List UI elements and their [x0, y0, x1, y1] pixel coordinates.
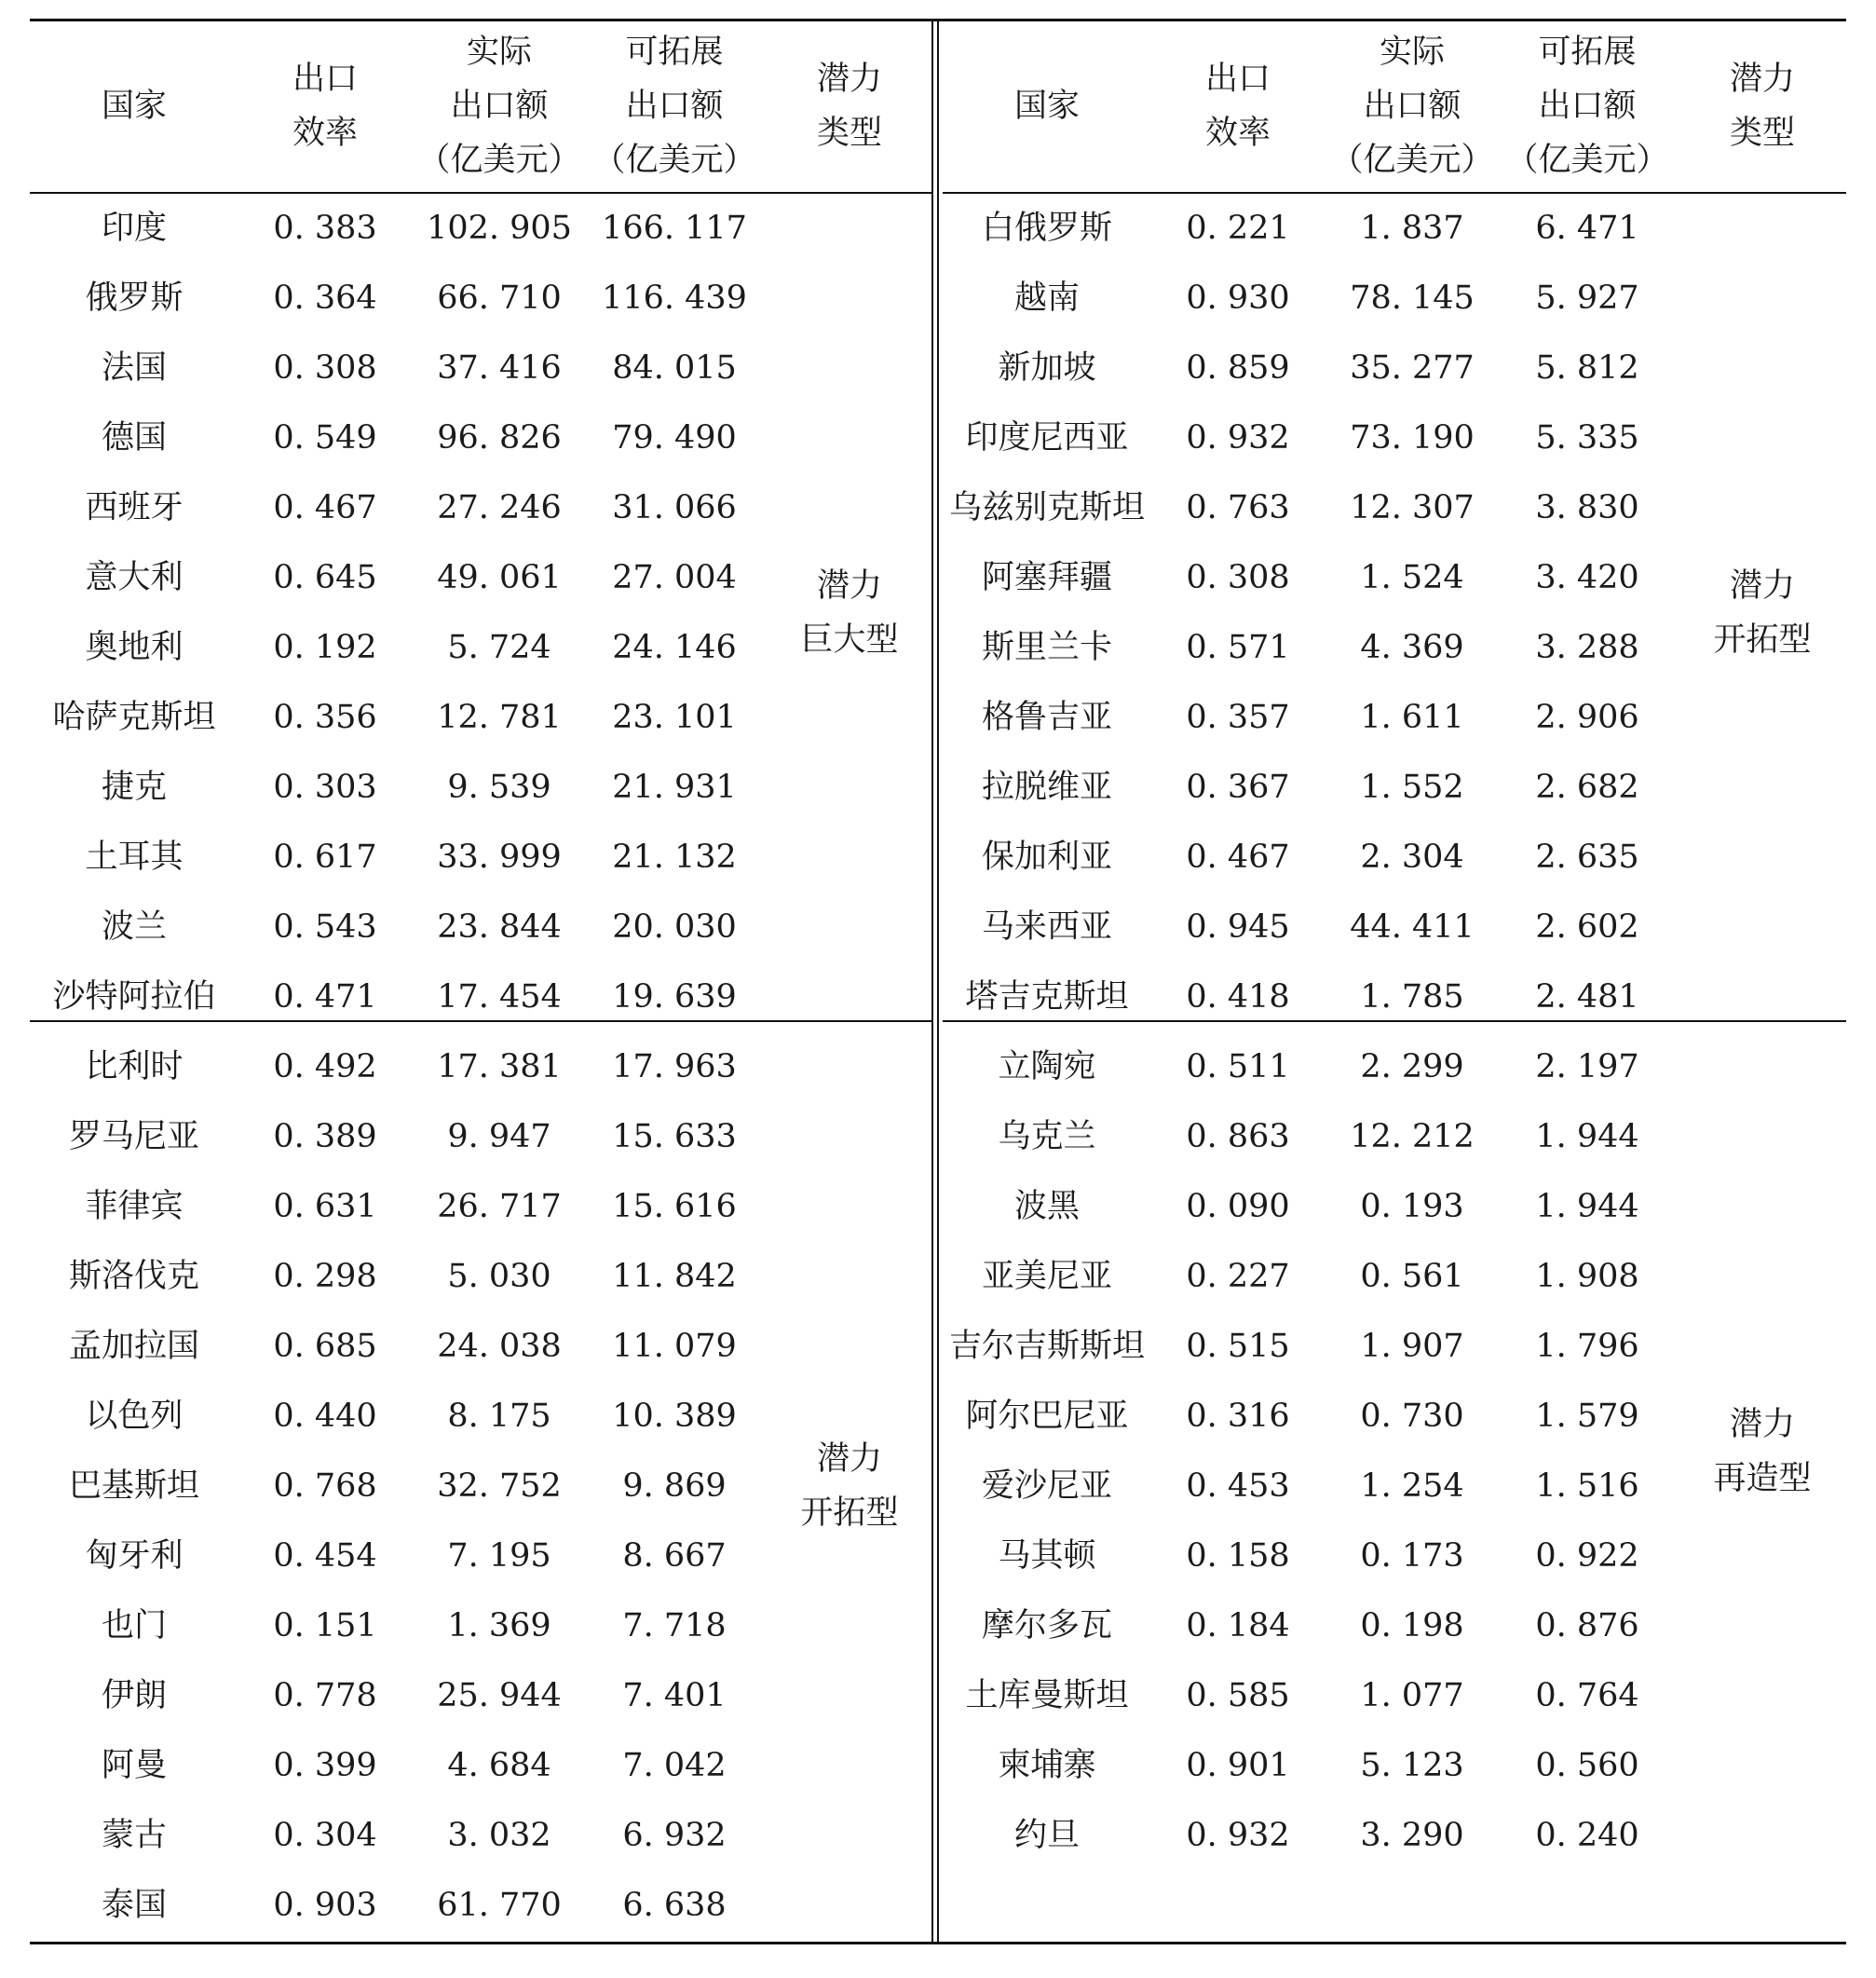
cell-actual-export: 12. 212 — [1350, 1118, 1475, 1155]
header-line: 国家 — [1013, 88, 1080, 125]
cell-country: 乌兹别克斯坦 — [948, 489, 1145, 526]
cell-efficiency: 0. 467 — [273, 489, 377, 526]
cell-country: 捷克 — [101, 769, 167, 806]
cell-efficiency: 0. 549 — [273, 419, 377, 457]
potential-type-line: 再造型 — [1713, 1459, 1812, 1497]
header-line: （亿美元） — [417, 142, 581, 179]
cell-efficiency: 0. 399 — [273, 1747, 377, 1784]
cell-country: 波兰 — [101, 908, 167, 946]
cell-actual-export: 73. 190 — [1350, 419, 1475, 457]
cell-expandable-export: 17. 963 — [612, 1048, 737, 1085]
cell-efficiency: 0. 298 — [273, 1258, 377, 1295]
cell-country: 蒙古 — [101, 1817, 167, 1854]
cell-expandable-export: 1. 944 — [1535, 1118, 1639, 1155]
cell-efficiency: 0. 454 — [273, 1537, 377, 1575]
cell-actual-export: 7. 195 — [447, 1537, 551, 1575]
cell-efficiency: 0. 492 — [273, 1048, 377, 1085]
cell-actual-export: 0. 193 — [1360, 1188, 1464, 1225]
cell-actual-export: 9. 947 — [447, 1118, 551, 1155]
cell-country: 印度尼西亚 — [965, 419, 1129, 457]
cell-actual-export: 35. 277 — [1350, 349, 1475, 387]
cell-expandable-export: 7. 401 — [622, 1677, 727, 1714]
cell-efficiency: 0. 303 — [273, 769, 377, 806]
cell-expandable-export: 79. 490 — [612, 419, 737, 457]
cell-country: 马其顿 — [998, 1537, 1096, 1575]
cell-actual-export: 8. 175 — [447, 1398, 551, 1435]
cell-country: 斯里兰卡 — [981, 629, 1112, 666]
cell-expandable-export: 6. 638 — [622, 1887, 727, 1924]
cell-actual-export: 3. 032 — [447, 1817, 551, 1854]
cell-country: 比利时 — [85, 1048, 184, 1085]
cell-country: 泰国 — [101, 1887, 167, 1924]
header-line: （亿美元） — [592, 142, 756, 179]
cell-expandable-export: 84. 015 — [612, 349, 737, 387]
cell-country: 白俄罗斯 — [981, 210, 1112, 247]
cell-country: 奥地利 — [85, 629, 184, 666]
cell-country: 土耳其 — [85, 839, 184, 876]
cell-actual-export: 5. 724 — [447, 629, 551, 666]
cell-efficiency: 0. 571 — [1186, 629, 1290, 666]
cell-expandable-export: 10. 389 — [612, 1398, 737, 1435]
cell-efficiency: 0. 158 — [1186, 1537, 1290, 1575]
cell-actual-export: 0. 730 — [1360, 1398, 1464, 1435]
cell-expandable-export: 19. 639 — [612, 978, 737, 1016]
cell-actual-export: 27. 246 — [437, 489, 562, 526]
cell-country: 阿曼 — [101, 1747, 167, 1784]
header-potential-type — [780, 52, 919, 160]
header-line: 国家 — [101, 88, 167, 125]
cell-efficiency: 0. 945 — [1186, 908, 1290, 946]
cell-actual-export: 5. 030 — [447, 1258, 551, 1295]
cell-expandable-export: 5. 335 — [1535, 419, 1639, 457]
cell-efficiency: 0. 389 — [273, 1118, 377, 1155]
cell-expandable-export: 2. 906 — [1535, 699, 1639, 736]
header-expandable-export — [586, 25, 763, 187]
cell-country: 伊朗 — [101, 1677, 167, 1714]
cell-country: 摩尔多瓦 — [981, 1607, 1112, 1644]
cell-expandable-export: 1. 796 — [1535, 1328, 1639, 1365]
cell-efficiency: 0. 367 — [1186, 769, 1290, 806]
header-line: 出口额 — [625, 88, 724, 125]
cell-country: 马来西亚 — [981, 908, 1112, 946]
cell-expandable-export: 2. 197 — [1535, 1048, 1639, 1085]
cell-efficiency: 0. 316 — [1186, 1398, 1290, 1435]
cell-expandable-export: 31. 066 — [612, 489, 737, 526]
cell-expandable-export: 6. 471 — [1535, 210, 1639, 247]
cell-efficiency: 0. 511 — [1186, 1048, 1290, 1085]
cell-efficiency: 0. 308 — [1186, 559, 1290, 596]
cell-efficiency: 0. 151 — [273, 1607, 377, 1644]
cell-efficiency: 0. 645 — [273, 559, 377, 596]
potential-type-line: 潜力 — [816, 1440, 882, 1478]
header-line: （亿美元） — [1505, 142, 1669, 179]
cell-efficiency: 0. 515 — [1186, 1328, 1290, 1365]
cell-efficiency: 0. 221 — [1186, 210, 1290, 247]
cell-efficiency: 0. 631 — [273, 1188, 377, 1225]
cell-actual-export: 66. 710 — [437, 280, 562, 317]
cell-efficiency: 0. 192 — [273, 629, 377, 666]
potential-type-line: 开拓型 — [800, 1494, 899, 1532]
cell-actual-export: 96. 826 — [437, 419, 562, 457]
cell-efficiency: 0. 357 — [1186, 699, 1290, 736]
cell-expandable-export: 15. 633 — [612, 1118, 737, 1155]
cell-expandable-export: 9. 869 — [622, 1467, 727, 1505]
cell-actual-export: 1. 254 — [1360, 1467, 1464, 1505]
potential-type-left-top — [780, 559, 919, 667]
cell-expandable-export: 2. 682 — [1535, 769, 1639, 806]
potential-type-line: 潜力 — [1729, 566, 1795, 605]
potential-type-right-top — [1692, 559, 1832, 667]
cell-actual-export: 33. 999 — [437, 839, 562, 876]
cell-country: 德国 — [101, 419, 167, 457]
cell-country: 约旦 — [1013, 1817, 1080, 1854]
cell-efficiency: 0. 903 — [273, 1887, 377, 1924]
cell-actual-export: 1. 611 — [1360, 699, 1464, 736]
header-line: （亿美元） — [1330, 142, 1494, 179]
cell-country: 法国 — [101, 349, 167, 387]
cell-country: 匈牙利 — [85, 1537, 184, 1575]
cell-expandable-export: 24. 146 — [612, 629, 737, 666]
cell-efficiency: 0. 763 — [1186, 489, 1290, 526]
header-line: 实际 — [466, 34, 532, 71]
cell-country: 保加利亚 — [981, 839, 1112, 876]
cell-efficiency: 0. 859 — [1186, 349, 1290, 387]
cell-country: 孟加拉国 — [68, 1328, 199, 1365]
cell-actual-export: 78. 145 — [1350, 280, 1475, 317]
cell-expandable-export: 0. 240 — [1535, 1817, 1639, 1854]
cell-expandable-export: 2. 602 — [1535, 908, 1639, 946]
center-divider-b — [937, 19, 939, 1944]
cell-expandable-export: 7. 042 — [622, 1747, 727, 1784]
cell-actual-export: 5. 123 — [1360, 1747, 1464, 1784]
header-line: 效率 — [1204, 115, 1271, 152]
header-line: 可拓展 — [625, 34, 724, 71]
cell-efficiency: 0. 471 — [273, 978, 377, 1016]
cell-country: 格鲁吉亚 — [981, 699, 1112, 736]
cell-expandable-export: 0. 922 — [1535, 1537, 1639, 1575]
cell-country: 拉脱维亚 — [981, 769, 1112, 806]
potential-type-line: 巨大型 — [800, 621, 899, 659]
cell-country: 土库曼斯坦 — [965, 1677, 1129, 1714]
cell-expandable-export: 3. 288 — [1535, 629, 1639, 666]
cell-actual-export: 25. 944 — [437, 1677, 562, 1714]
cell-efficiency: 0. 932 — [1186, 1817, 1290, 1854]
cell-country: 亚美尼亚 — [981, 1258, 1112, 1295]
cell-expandable-export: 0. 876 — [1535, 1607, 1639, 1644]
cell-actual-export: 4. 369 — [1360, 629, 1464, 666]
cell-expandable-export: 11. 079 — [612, 1328, 737, 1365]
cell-actual-export: 2. 299 — [1360, 1048, 1464, 1085]
potential-type-right-bottom — [1692, 1398, 1832, 1506]
cell-expandable-export: 2. 635 — [1535, 839, 1639, 876]
cell-country: 俄罗斯 — [85, 280, 184, 317]
header-line: 出口 — [292, 61, 358, 98]
cell-actual-export: 32. 752 — [437, 1467, 562, 1505]
header-potential-type — [1692, 52, 1832, 160]
header-line: 出口 — [1204, 61, 1271, 98]
cell-country: 印度 — [101, 210, 167, 247]
header-expandable-export — [1499, 25, 1676, 187]
potential-type-line: 开拓型 — [1713, 621, 1812, 659]
cell-country: 以色列 — [85, 1398, 184, 1435]
potential-type-left-bottom — [780, 1432, 919, 1540]
left-table-half — [30, 0, 933, 1978]
cell-actual-export: 3. 290 — [1360, 1817, 1464, 1854]
cell-actual-export: 44. 411 — [1350, 908, 1475, 946]
cell-expandable-export: 21. 931 — [612, 769, 737, 806]
cell-country: 越南 — [1013, 280, 1080, 317]
cell-country: 巴基斯坦 — [68, 1467, 199, 1505]
cell-actual-export: 102. 905 — [427, 210, 572, 247]
cell-expandable-export: 1. 516 — [1535, 1467, 1639, 1505]
cell-expandable-export: 15. 616 — [612, 1188, 737, 1225]
header-line: 潜力 — [816, 61, 882, 98]
cell-country: 也门 — [101, 1607, 167, 1644]
cell-country: 意大利 — [85, 559, 184, 596]
cell-efficiency: 0. 364 — [273, 280, 377, 317]
cell-expandable-export: 1. 579 — [1535, 1398, 1639, 1435]
cell-expandable-export: 27. 004 — [612, 559, 737, 596]
cell-actual-export: 0. 198 — [1360, 1607, 1464, 1644]
cell-efficiency: 0. 778 — [273, 1677, 377, 1714]
cell-country: 立陶宛 — [998, 1048, 1096, 1085]
cell-efficiency: 0. 356 — [273, 699, 377, 736]
cell-expandable-export: 166. 117 — [602, 210, 747, 247]
cell-efficiency: 0. 453 — [1186, 1467, 1290, 1505]
cell-efficiency: 0. 440 — [273, 1398, 377, 1435]
cell-actual-export: 1. 524 — [1360, 559, 1464, 596]
cell-actual-export: 1. 837 — [1360, 210, 1464, 247]
cell-actual-export: 1. 552 — [1360, 769, 1464, 806]
cell-efficiency: 0. 543 — [273, 908, 377, 946]
potential-type-line: 潜力 — [1729, 1405, 1795, 1443]
cell-country: 新加坡 — [998, 349, 1096, 387]
cell-actual-export: 0. 173 — [1360, 1537, 1464, 1575]
cell-actual-export: 1. 907 — [1360, 1328, 1464, 1365]
right-table-half — [943, 0, 1846, 1978]
cell-actual-export: 37. 416 — [437, 349, 562, 387]
cell-expandable-export: 21. 132 — [612, 839, 737, 876]
cell-actual-export: 0. 561 — [1360, 1258, 1464, 1295]
cell-actual-export: 17. 381 — [437, 1048, 562, 1085]
header-line: 可拓展 — [1538, 34, 1637, 71]
cell-actual-export: 26. 717 — [437, 1188, 562, 1225]
cell-actual-export: 2. 304 — [1360, 839, 1464, 876]
header-country — [945, 79, 1149, 133]
cell-country: 吉尔吉斯斯坦 — [948, 1328, 1145, 1365]
header-line: 实际 — [1379, 34, 1445, 71]
cell-country: 柬埔寨 — [998, 1747, 1096, 1784]
cell-actual-export: 4. 684 — [447, 1747, 551, 1784]
cell-expandable-export: 11. 842 — [612, 1258, 737, 1295]
cell-efficiency: 0. 863 — [1186, 1118, 1290, 1155]
cell-efficiency: 0. 383 — [273, 210, 377, 247]
cell-efficiency: 0. 901 — [1186, 1747, 1290, 1784]
cell-country: 阿塞拜疆 — [981, 559, 1112, 596]
cell-expandable-export: 5. 812 — [1535, 349, 1639, 387]
cell-actual-export: 12. 781 — [437, 699, 562, 736]
cell-expandable-export: 23. 101 — [612, 699, 737, 736]
cell-expandable-export: 3. 830 — [1535, 489, 1639, 526]
cell-efficiency: 0. 930 — [1186, 280, 1290, 317]
cell-actual-export: 1. 369 — [447, 1607, 551, 1644]
header-country — [32, 79, 237, 133]
cell-efficiency: 0. 304 — [273, 1817, 377, 1854]
cell-actual-export: 24. 038 — [437, 1328, 562, 1365]
cell-country: 斯洛伐克 — [68, 1258, 199, 1295]
header-line: 出口额 — [1538, 88, 1637, 125]
cell-expandable-export: 8. 667 — [622, 1537, 727, 1575]
cell-actual-export: 12. 307 — [1350, 489, 1475, 526]
cell-expandable-export: 0. 560 — [1535, 1747, 1639, 1784]
cell-efficiency: 0. 227 — [1186, 1258, 1290, 1295]
cell-expandable-export: 116. 439 — [602, 280, 747, 317]
header-actual-export — [1324, 25, 1501, 187]
cell-actual-export: 17. 454 — [437, 978, 562, 1016]
potential-type-line: 潜力 — [816, 566, 882, 605]
header-actual-export — [411, 25, 588, 187]
cell-efficiency: 0. 467 — [1186, 839, 1290, 876]
cell-efficiency: 0. 090 — [1186, 1188, 1290, 1225]
cell-country: 罗马尼亚 — [68, 1118, 199, 1155]
cell-country: 塔吉克斯坦 — [965, 978, 1129, 1016]
header-efficiency — [1168, 52, 1308, 160]
header-line: 类型 — [1729, 115, 1795, 152]
cell-country: 乌克兰 — [998, 1118, 1096, 1155]
cell-expandable-export: 6. 932 — [622, 1817, 727, 1854]
cell-country: 菲律宾 — [85, 1188, 184, 1225]
cell-efficiency: 0. 617 — [273, 839, 377, 876]
cell-efficiency: 0. 308 — [273, 349, 377, 387]
header-line: 类型 — [816, 115, 882, 152]
cell-expandable-export: 0. 764 — [1535, 1677, 1639, 1714]
cell-actual-export: 9. 539 — [447, 769, 551, 806]
cell-country: 西班牙 — [85, 489, 184, 526]
cell-expandable-export: 20. 030 — [612, 908, 737, 946]
cell-expandable-export: 1. 944 — [1535, 1188, 1639, 1225]
cell-actual-export: 61. 770 — [437, 1887, 562, 1924]
cell-efficiency: 0. 585 — [1186, 1677, 1290, 1714]
cell-expandable-export: 3. 420 — [1535, 559, 1639, 596]
cell-expandable-export: 2. 481 — [1535, 978, 1639, 1016]
cell-actual-export: 49. 061 — [437, 559, 562, 596]
cell-country: 爱沙尼亚 — [981, 1467, 1112, 1505]
cell-country: 沙特阿拉伯 — [52, 978, 216, 1016]
header-line: 效率 — [292, 115, 358, 152]
cell-country: 阿尔巴尼亚 — [965, 1398, 1129, 1435]
header-line: 出口额 — [1363, 88, 1461, 125]
cell-actual-export: 1. 785 — [1360, 978, 1464, 1016]
cell-expandable-export: 5. 927 — [1535, 280, 1639, 317]
cell-expandable-export: 1. 908 — [1535, 1258, 1639, 1295]
cell-efficiency: 0. 418 — [1186, 978, 1290, 1016]
header-line: 出口额 — [450, 88, 549, 125]
header-line: 潜力 — [1729, 61, 1795, 98]
cell-efficiency: 0. 768 — [273, 1467, 377, 1505]
cell-country: 波黑 — [1013, 1188, 1080, 1225]
cell-actual-export: 1. 077 — [1360, 1677, 1464, 1714]
cell-efficiency: 0. 184 — [1186, 1607, 1290, 1644]
cell-actual-export: 23. 844 — [437, 908, 562, 946]
header-efficiency — [255, 52, 395, 160]
cell-efficiency: 0. 932 — [1186, 419, 1290, 457]
cell-efficiency: 0. 685 — [273, 1328, 377, 1365]
cell-country: 哈萨克斯坦 — [52, 699, 216, 736]
cell-expandable-export: 7. 718 — [622, 1607, 727, 1644]
